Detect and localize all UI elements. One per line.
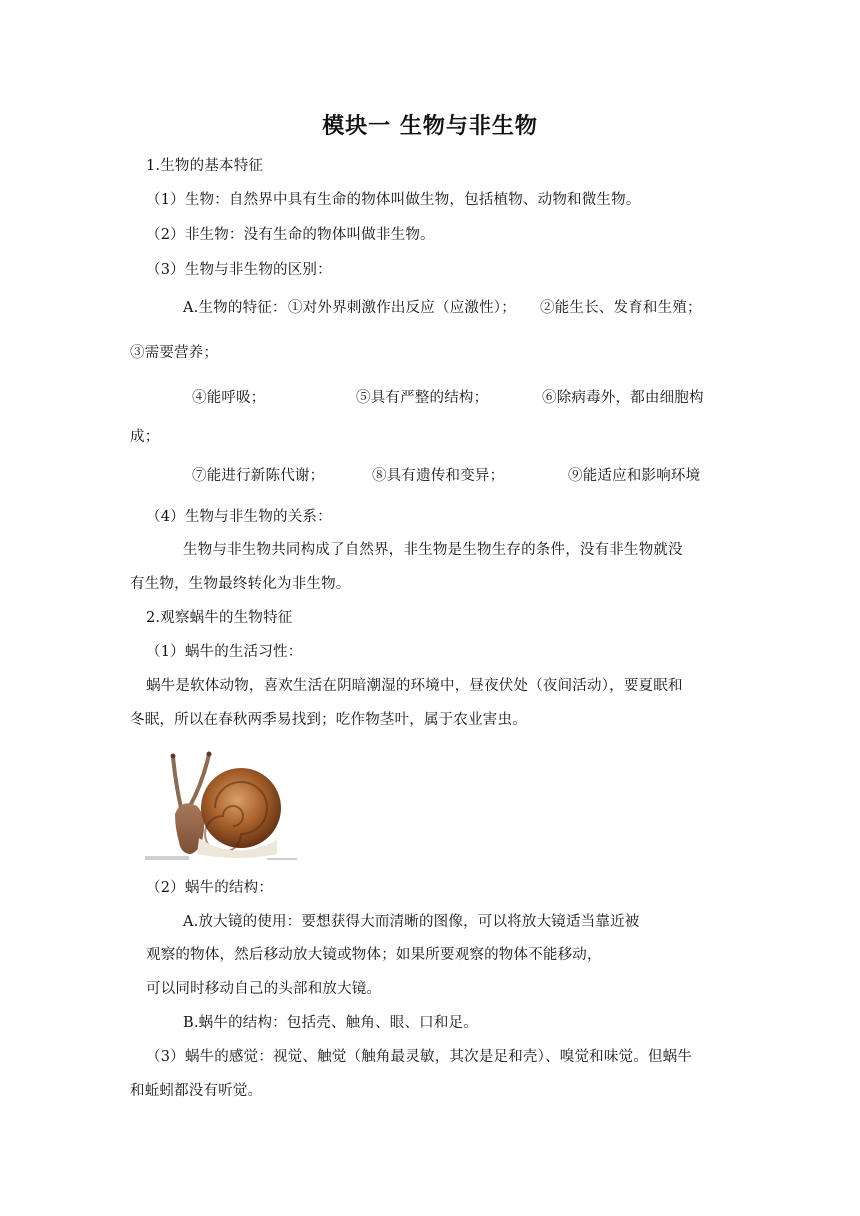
paragraph-line: 有生物，生物最终转化为非生物。: [130, 576, 351, 592]
paragraph-line: B.蜗牛的结构：包括壳、触角、眼、口和足。: [183, 1015, 478, 1031]
snail-image: [145, 750, 297, 864]
paragraph-line: 蜗牛是软体动物，喜欢生活在阴暗潮湿的环境中，昼夜伏处（夜间活动），要夏眠和: [146, 678, 683, 694]
feature-item: ②能生长、发育和生殖；: [540, 300, 702, 316]
feature-item: ⑥除病毒外，都由细胞构: [542, 390, 704, 406]
paragraph-line: 和蚯蚓都没有听觉。: [130, 1083, 263, 1099]
feature-item: ③需要营养；: [130, 345, 219, 361]
paragraph-line: （3）蜗牛的感觉：视觉、触觉（触角最灵敏，其次是足和壳）、嗅觉和味觉。但蜗牛: [146, 1049, 693, 1065]
feature-item: ①对外界刺激作出反应（应激性）；: [288, 300, 516, 316]
paragraph-line: A.放大镜的使用：要想获得大而清晰的图像，可以将放大镜适当靠近被: [183, 914, 640, 930]
section-heading-2: 2.观察蜗牛的生物特征: [146, 610, 293, 626]
paragraph-line: （2）非生物：没有生命的物体叫做非生物。: [146, 227, 435, 243]
feature-item: ⑧具有遗传和变异；: [372, 468, 505, 484]
page-title: 模块一 生物与非生物: [322, 114, 538, 139]
paragraph-line: 可以同时移动自己的头部和放大镜。: [146, 981, 382, 997]
paragraph-line: （1）生物：自然界中具有生命的物体叫做生物，包括植物、动物和微生物。: [146, 192, 641, 208]
paragraph-line: （1）蜗牛的生活习性：: [146, 644, 303, 660]
feature-item: ④能呼吸；: [192, 390, 266, 406]
feature-intro: A.生物的特征：: [183, 300, 287, 316]
feature-item: ⑤具有严整的结构；: [356, 390, 489, 406]
paragraph-line: 观察的物体，然后移动放大镜或物体；如果所要观察的物体不能移动，: [146, 947, 602, 963]
paragraph-line: （4）生物与非生物的关系：: [146, 509, 332, 525]
feature-item: ⑨能适应和影响环境: [568, 468, 701, 484]
paragraph-line: 生物与非生物共同构成了自然界，非生物是生物生存的条件，没有非生物就没: [183, 542, 683, 558]
paragraph-line: 冬眠，所以在春秋两季易找到；吃作物茎叶，属于农业害虫。: [130, 712, 527, 728]
feature-item-continuation: 成；: [130, 429, 160, 445]
section-heading-1: 1.生物的基本特征: [146, 158, 264, 174]
feature-item: ⑦能进行新陈代谢；: [192, 468, 325, 484]
paragraph-line: （2）蜗牛的结构：: [146, 880, 274, 896]
paragraph-line: （3）生物与非生物的区别：: [146, 262, 332, 278]
